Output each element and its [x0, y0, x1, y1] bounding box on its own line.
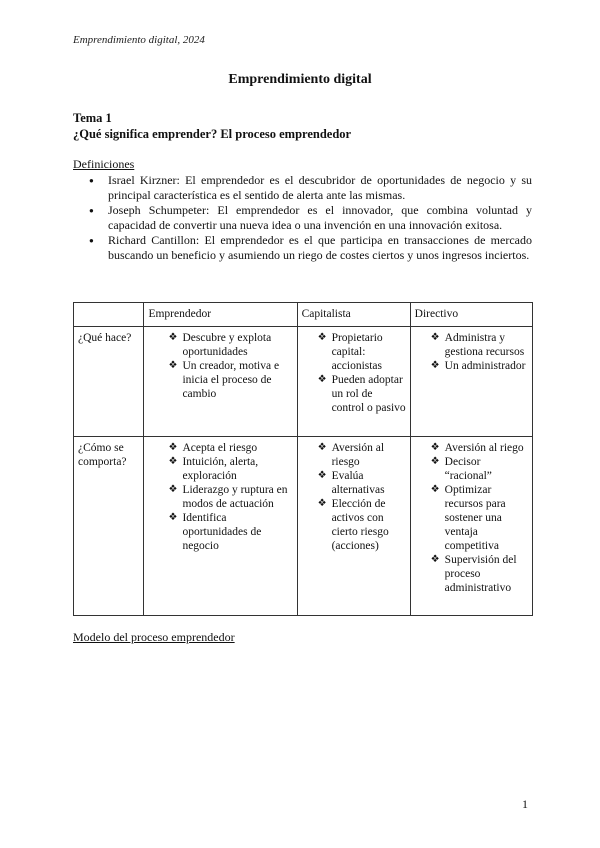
comparison-table [73, 302, 533, 616]
row-label: ¿Cómo se comporta? [74, 437, 144, 616]
cell-bullet: ❖ Pueden adoptar un rol de control o pasivo [302, 373, 406, 415]
definition-item: ● Joseph Schumpeter: El emprendedor es el innovador, que combina voluntad y capacidad de convertir una nueva idea o una invención en una innovación exitosa. [73, 203, 532, 233]
cell-bullet: ❖ Intuición, alerta, exploración [148, 455, 292, 483]
table-cell [410, 327, 532, 437]
cell-bullet: ❖ Administra y gestiona recursos [415, 331, 528, 359]
cell-bullet: ❖ Evalúa alternativas [302, 469, 406, 497]
definitions-heading: Definiciones [73, 157, 135, 171]
cell-bullet: ❖ Supervisión del proceso administrativo [415, 553, 528, 595]
table-cell [144, 327, 297, 437]
table-cell [144, 437, 297, 616]
cell-bullet: ❖ Un creador, motiva e inicia el proceso de cambio [148, 359, 292, 401]
cell-bullet: ❖ Elección de activos con cierto riesgo (acciones) [302, 497, 406, 553]
table-header-row [74, 303, 533, 327]
topic-title: ¿Qué significa emprender? El proceso emprendedor [73, 127, 352, 141]
table-cell [297, 437, 410, 616]
cell-bullet: ❖ Propietario capital: accionistas [302, 331, 406, 373]
definitions-list [73, 173, 532, 263]
cell-bullet: ❖ Descubre y explota oportunidades [148, 331, 292, 359]
table-cell [410, 437, 532, 616]
cell-bullet: ❖ Aversión al riesgo [302, 441, 406, 469]
definition-item: ● Israel Kirzner: El emprendedor es el descubridor de oportunidades de negocio y su principal característica es el sentido de alerta ante las mismas. [73, 173, 532, 203]
cell-bullet: ❖ Liderazgo y ruptura en modos de actuación [148, 483, 292, 511]
row-label: ¿Qué hace? [74, 327, 144, 437]
running-header: Emprendimiento digital, 2024 [73, 34, 205, 46]
table-header-cell [74, 303, 144, 327]
cell-bullet: ❖ Optimizar recursos para sostener una ventaja competitiva [415, 483, 528, 553]
cell-bullet: ❖ Aversión al riego [415, 441, 528, 455]
table-header-cell: Capitalista [297, 303, 410, 327]
table-header-cell: Emprendedor [144, 303, 297, 327]
cell-bullet: ❖ Decisor “racional” [415, 455, 528, 483]
model-heading: Modelo del proceso emprendedor [73, 630, 235, 644]
table-header-cell: Directivo [410, 303, 532, 327]
cell-bullet: ❖ Acepta el riesgo [148, 441, 292, 455]
table-cell [297, 327, 410, 437]
document-title: Emprendimiento digital [228, 72, 372, 87]
table-row [74, 437, 533, 616]
topic-number: Tema 1 [73, 111, 112, 125]
page-number: 1 [522, 797, 528, 811]
cell-bullet: ❖ Identifica oportunidades de negocio [148, 511, 292, 553]
definition-item: ● Richard Cantillon: El emprendedor es el que participa en transacciones de mercado buscando un beneficio y asumiendo un riego de costes ciertos y unos ingresos inciertos. [73, 233, 532, 263]
table-row [74, 327, 533, 437]
cell-bullet: ❖ Un administrador [415, 359, 528, 373]
topic-heading [73, 110, 351, 142]
